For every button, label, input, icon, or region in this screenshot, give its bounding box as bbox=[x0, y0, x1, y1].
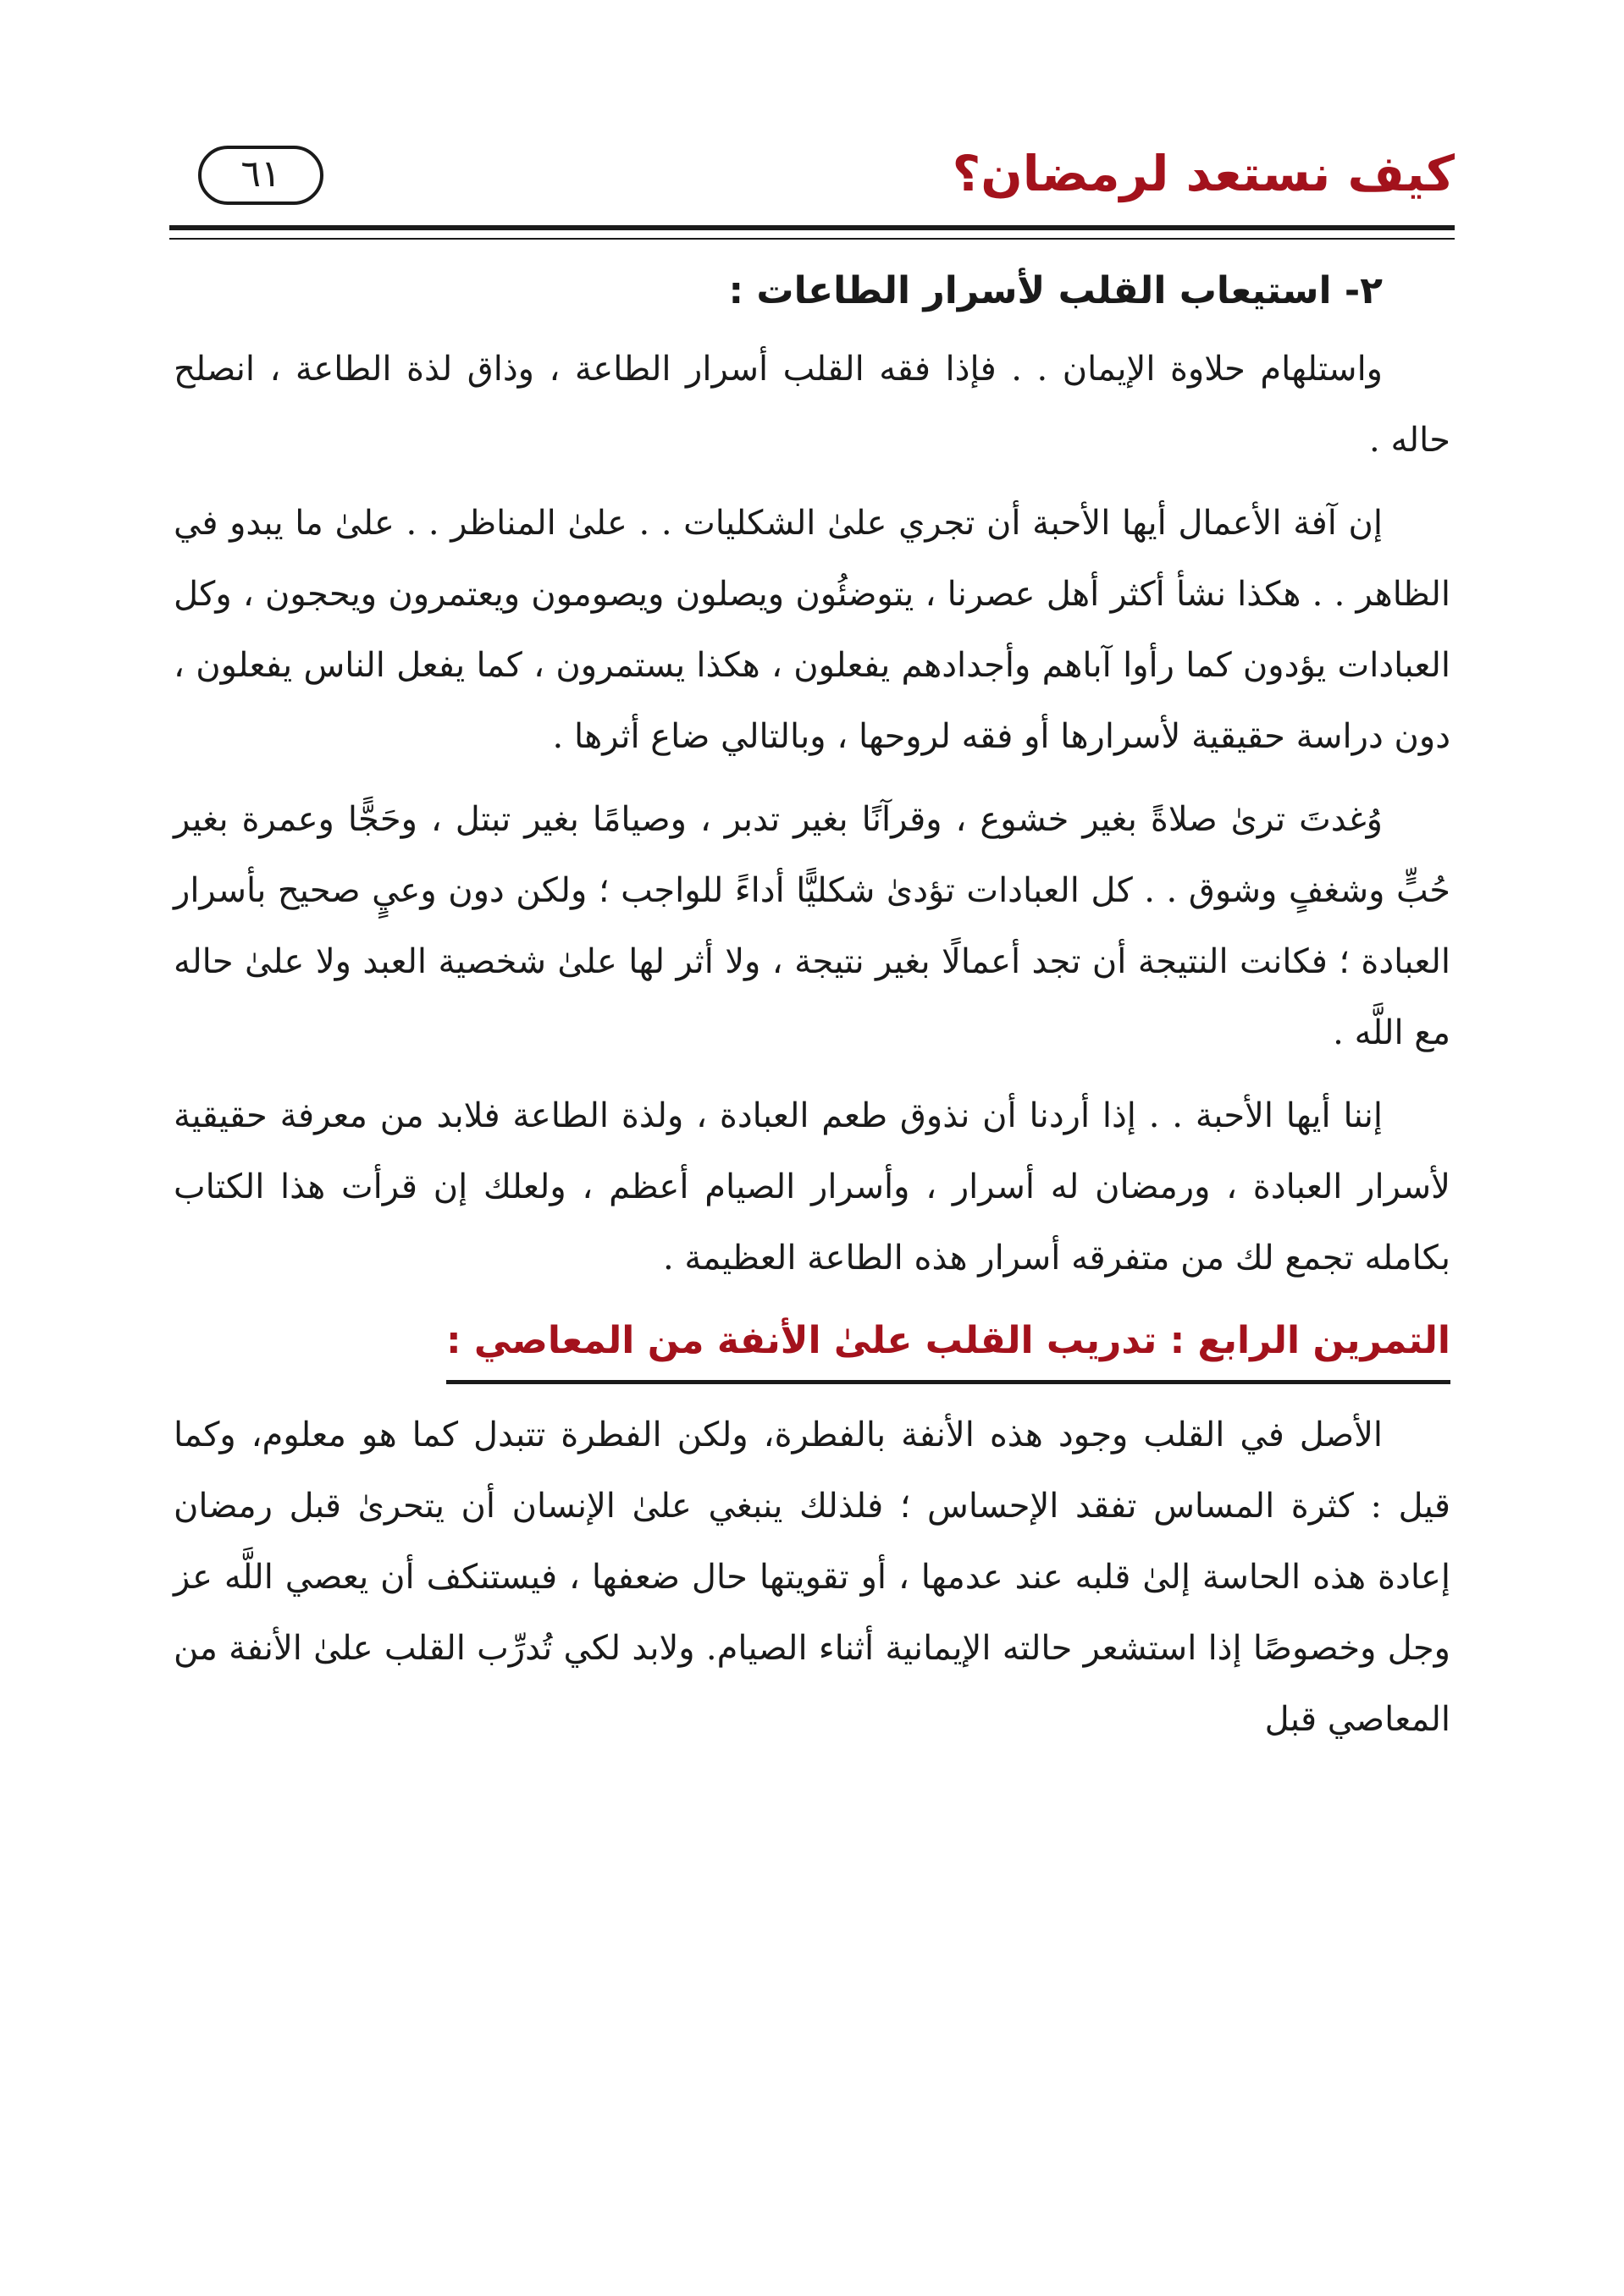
page-number-badge: ٦١ bbox=[198, 146, 323, 205]
paragraph: الأصل في القلب وجود هذه الأنفة بالفطرة، ولكن الفطرة تتبدل كما هو معلوم، وكما قيل : كثرة المساس تفقد الإحساس ؛ فلذلك ينبغي علىٰ الإنسان أن يتحرىٰ قبل رمضان إعادة هذه الحاسة إلىٰ قلبه عند عدمها ، أو تقويتها حال ضعفها ، فيستنكف أن يعصي اللَّه عز وجل وخصوصًا إذا استشعر حالته الإيمانية أثناء الصيام. ولابد لكي تُدرِّب القلب علىٰ الأنفة من المعاصي قبل bbox=[174, 1416, 1450, 1739]
page-body bbox=[174, 254, 1450, 1767]
page-header bbox=[169, 127, 1455, 229]
paragraph: إننا أيها الأحبة . . إذا أردنا أن نذوق طعم العبادة ، ولذة الطاعة فلابد من معرفة حقيقية لأسرار العبادة ، ورمضان له أسرار ، وأسرار الصيام أعظم ، ولعلك إن قرأت هذا الكتاب بكامله تجمع لك من متفرقه أسرار هذه الطاعة العظيمة . bbox=[174, 1096, 1450, 1278]
section-heading-wrap bbox=[174, 1305, 1450, 1384]
paragraph: وُغدتَ ترىٰ صلاةً بغير خشوع ، وقرآنًا بغير تدبر ، وصيامًا بغير تبتل ، وحَجًّا وعمرة بغير حُبٍّ وشغفٍ وشوق . . كل العبادات تؤدىٰ شكليًّا أداءً للواجب ؛ ولكن دون وعيٍ صحيح بأسرار العبادة ؛ فكانت النتيجة أن تجد أعمالًا بغير نتيجة ، ولا أثر لها علىٰ شخصية العبد ولا علىٰ حاله مع اللَّه . bbox=[174, 800, 1450, 1052]
section-heading: التمرين الرابع : تدريب القلب علىٰ الأنفة من المعاصي : bbox=[446, 1305, 1450, 1384]
running-title: كيف نستعد لرمضان؟ bbox=[952, 145, 1455, 202]
subheading-2: ٢- استيعاب القلب لأسرار الطاعات : bbox=[728, 269, 1383, 312]
paragraph: إن آفة الأعمال أيها الأحبة أن تجري علىٰ الشكليات . . علىٰ المناظر . . علىٰ ما يبدو في الظاهر . . هكذا نشأ أكثر أهل عصرنا ، يتوضئُون ويصلون ويصومون ويعتمرون ويحجون ، وكل العبادات يؤدون كما رأوا آباهم وأجدادهم يفعلون ، هكذا يستمرون ، كما يفعل الناس يفعلون ، دون دراسة حقيقية لأسرارها أو فقه لروحها ، وبالتالي ضاع أثرها . bbox=[174, 504, 1450, 756]
header-rule-thick bbox=[169, 225, 1455, 230]
paragraph: واستلهام حلاوة الإيمان . . فإذا فقه القلب أسرار الطاعة ، وذاق لذة الطاعة ، انصلح حاله . bbox=[174, 350, 1450, 460]
header-rule-thin bbox=[169, 238, 1455, 240]
